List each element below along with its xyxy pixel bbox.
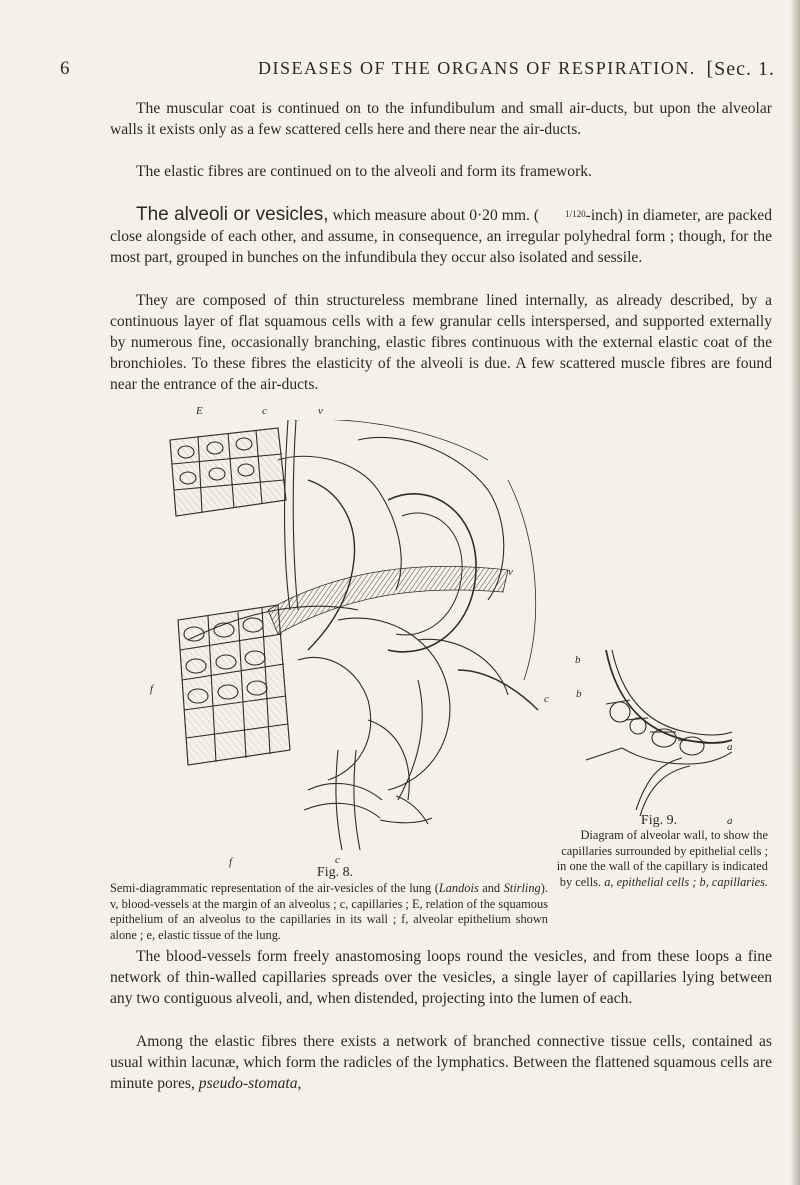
fig8-label-v-right: v bbox=[508, 566, 513, 578]
inch-fraction: 1/120 bbox=[565, 209, 586, 219]
alveoli-heading: The alveoli or vesicles, bbox=[136, 204, 329, 225]
alveoli-text-b: -inch) in diameter, are packed close alongside of each other, and assume, in consequence, an irregular polyhedral form ; though, for the most part, grouped in bunches on the infundibula they occur also isolated and sessile. bbox=[110, 207, 773, 266]
paragraph-alveoli bbox=[110, 204, 772, 268]
paragraph-muscular-coat: The muscular coat is continued on to the infundibulum and small air-ducts, but upon the alveolar walls it exists only as a few scattered cells here and there near the air-ducts. bbox=[110, 100, 772, 138]
fig9-alveolar-wall-diagram bbox=[586, 640, 732, 830]
alveoli-text-a: which measure about 0·20 mm. ( bbox=[328, 207, 540, 224]
fig8-label-v-top: v bbox=[318, 405, 323, 417]
running-header bbox=[60, 58, 775, 88]
fig8-label-c-bottom: c bbox=[335, 854, 340, 866]
fig8-label-c-right: c bbox=[544, 693, 549, 705]
paragraph-elastic-fibres: The elastic fibres are continued on to the alveoli and form its framework. bbox=[136, 163, 592, 180]
section-label: [Sec. 1. bbox=[706, 58, 775, 80]
paragraph-connective-tissue: Among the elastic fibres there exists a network of branched connective tissue cells, contained as usual within lacunæ, which form the radicles of the lymphatics. Between the flattened squamous cells are minute pores, pseudo-stomata, bbox=[110, 1033, 772, 1092]
fig9-label-a1: a bbox=[727, 741, 733, 753]
fig8-label-c-top: c bbox=[262, 405, 267, 417]
page-edge-shadow bbox=[790, 0, 800, 1185]
page-number: 6 bbox=[60, 58, 71, 79]
fig9-label-b1: b bbox=[575, 654, 581, 666]
fig9-title: Fig. 9. bbox=[640, 813, 678, 828]
fig8-label-f-left: f bbox=[150, 683, 154, 695]
paragraph-blood-vessels: The blood-vessels form freely anastomosing loops round the vesicles, and from these loops a fine network of thin-walled capillaries spreads over the vesicles, a single layer of capillaries lying between any two contiguous alveoli, and, when distended, projecting into the lumen of each. bbox=[110, 948, 772, 1007]
fig9-label-a2: a bbox=[727, 815, 733, 827]
running-title: DISEASES OF THE ORGANS OF RESPIRATION. bbox=[258, 58, 696, 78]
fig8-label-f-bottom: f bbox=[229, 856, 233, 868]
paragraph-composition: They are composed of thin structureless membrane lined internally, as already described, by a continuous layer of flat squamous cells with a few granular cells interspersed, and supported externally by numerous fine, occasionally branching, elastic fibres continuous with the external elastic coat of the bronchioles. To these fibres the elasticity of the alveoli is due. A few scattered muscle fibres are found near the entrance of the air-ducts. bbox=[110, 292, 772, 393]
fig9-caption: Diagram of alveolar wall, to show the capillaries surrounded by epithelial cells ; in one the wall of the capillary is indicated by cells. a, epithelial cells ; b, capillaries. bbox=[556, 828, 768, 889]
fig8-alveoli-illustration bbox=[158, 420, 550, 850]
fig8-caption: Semi-diagrammatic representation of the air-vesicles of the lung (Landois and Stirling). v, blood-vessels at the margin of an alveolus ; c, capillaries ; E, relation of the squamous epithelium of an alveolus to the capillaries in its wall ; f, alveolar epithelium shown alone ; e, elastic tissue of the lung. bbox=[110, 881, 548, 942]
fig9-label-b2: b bbox=[576, 688, 582, 700]
fig8-title: Fig. 8. bbox=[316, 865, 354, 880]
fig8-label-E: E bbox=[196, 405, 203, 417]
